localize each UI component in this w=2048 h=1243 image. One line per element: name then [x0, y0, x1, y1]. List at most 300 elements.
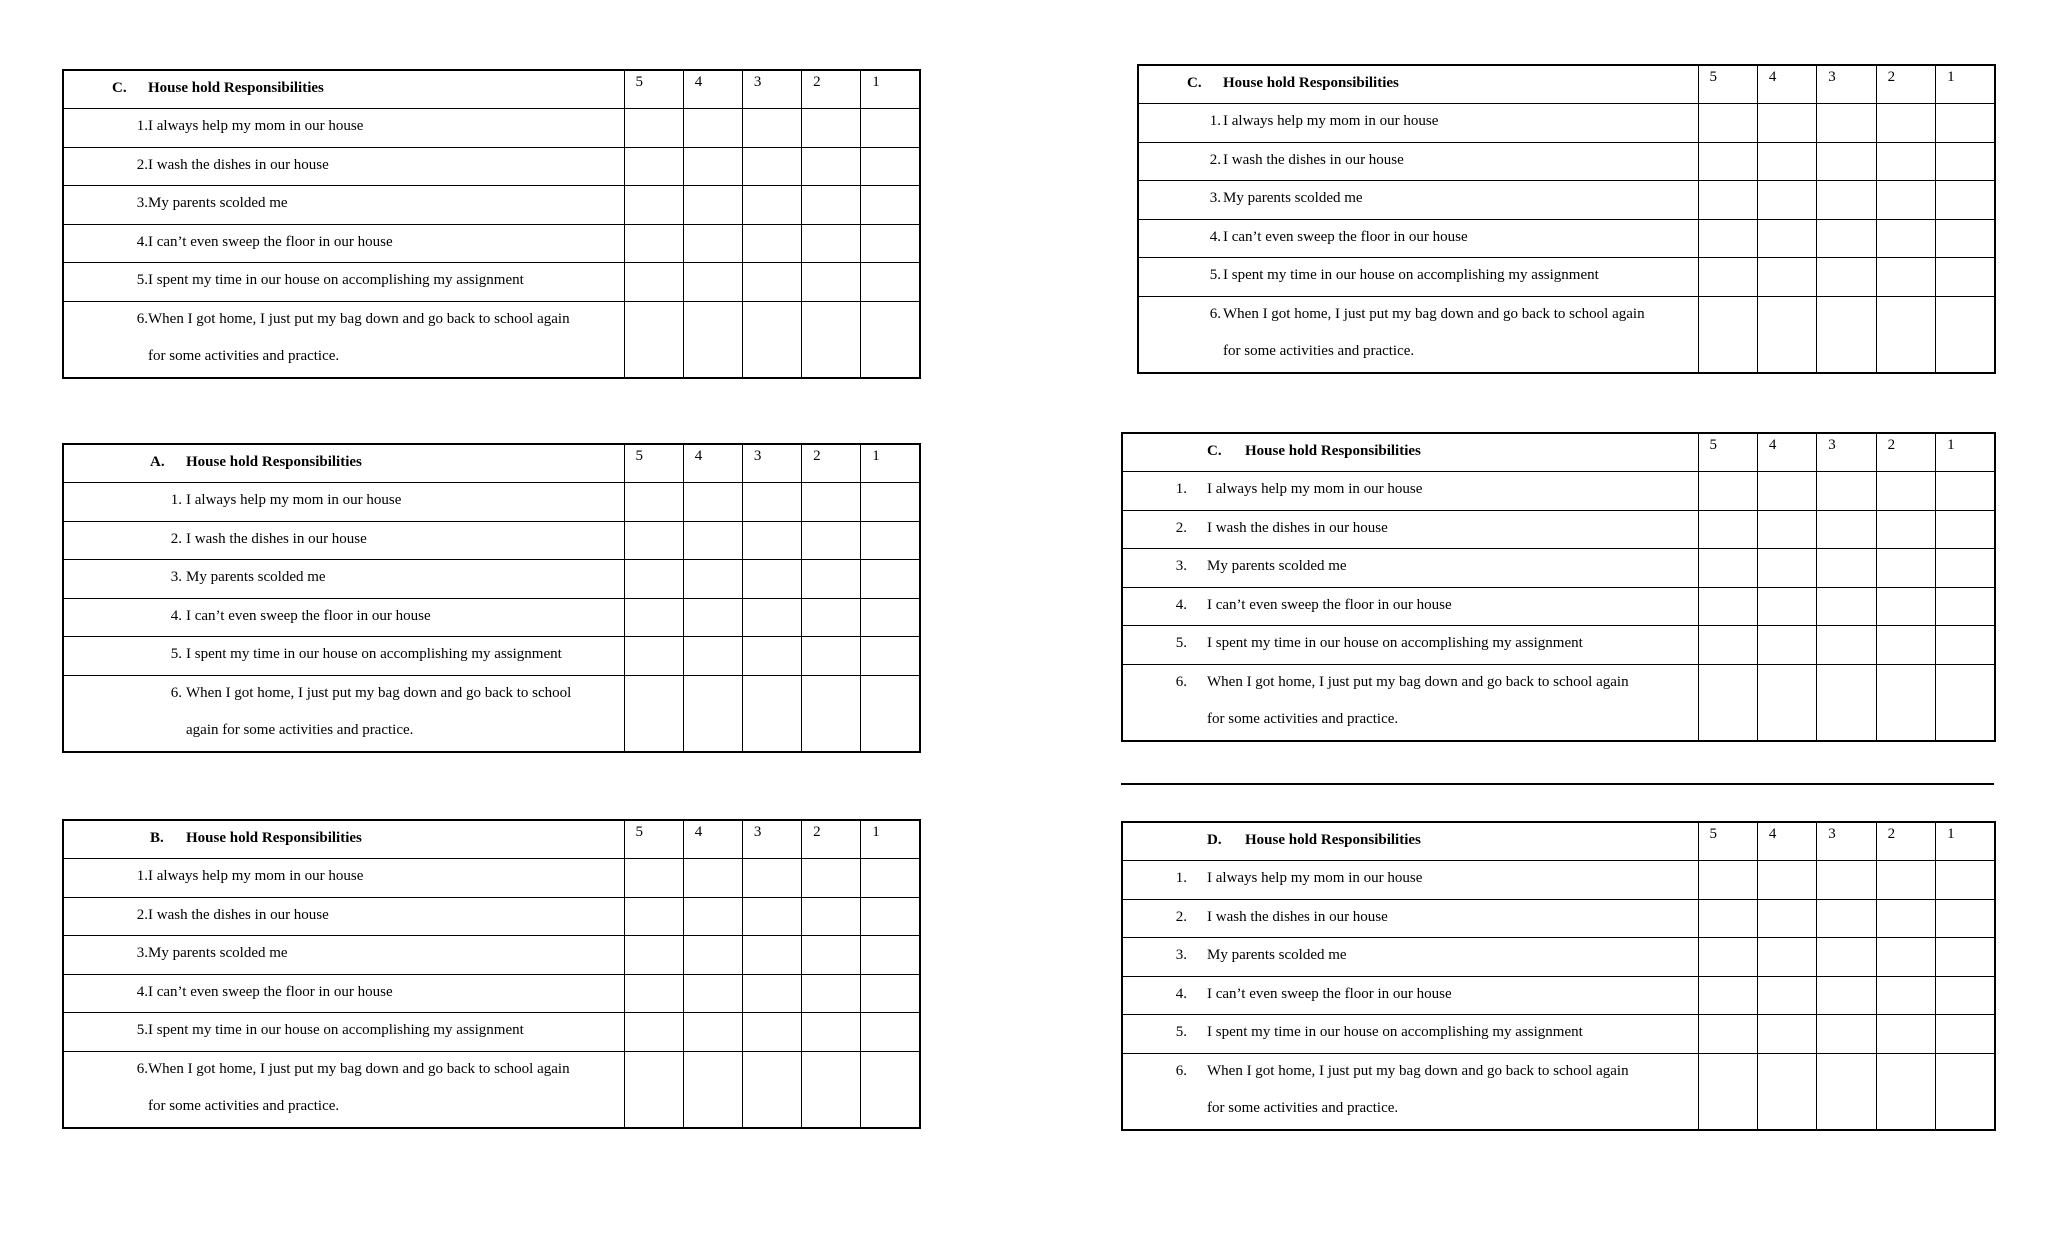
rating-box[interactable]	[1876, 104, 1935, 143]
rating-box[interactable]	[1757, 510, 1816, 549]
item-text	[186, 530, 618, 548]
item-number: 1.	[1175, 870, 1187, 886]
rating-box[interactable]	[802, 974, 861, 1013]
rating-box[interactable]	[683, 263, 742, 302]
item-text-line: I can’t even sweep the floor in our house	[148, 233, 393, 250]
item-text	[148, 983, 618, 1001]
rating-box[interactable]	[624, 637, 683, 676]
rating-box[interactable]	[1698, 626, 1757, 665]
rating-box[interactable]	[624, 1051, 683, 1128]
rating-box[interactable]	[683, 936, 742, 975]
rating-box[interactable]	[742, 521, 801, 560]
table-row	[63, 109, 920, 148]
item-number: 4.	[1209, 228, 1221, 245]
item-text	[148, 1060, 618, 1115]
rating-box[interactable]	[802, 675, 861, 752]
item-text-line: I wash the dishes in our house	[1223, 151, 1404, 168]
item-text-line: I always help my mom in our house	[186, 492, 402, 508]
item-text	[1207, 634, 1692, 652]
rating-box[interactable]	[861, 974, 920, 1013]
rating-box[interactable]	[861, 147, 920, 186]
rating-box[interactable]	[742, 598, 801, 637]
item-text	[186, 645, 618, 663]
rating-box[interactable]	[1876, 296, 1935, 373]
item-text-line: I can’t even sweep the floor in our house	[148, 983, 393, 1000]
rating-box[interactable]	[1757, 142, 1816, 181]
rating-box[interactable]	[1757, 104, 1816, 143]
rating-box[interactable]	[1876, 142, 1935, 181]
rating-box[interactable]	[624, 936, 683, 975]
rating-box[interactable]	[683, 675, 742, 752]
rating-box[interactable]	[1698, 142, 1757, 181]
table-row	[63, 560, 920, 599]
rating-box[interactable]	[861, 637, 920, 676]
table-row	[63, 147, 920, 186]
item-cell	[1138, 219, 1698, 258]
rating-box[interactable]	[742, 109, 801, 148]
rating-box[interactable]	[742, 974, 801, 1013]
rating-box[interactable]	[1936, 938, 1995, 977]
rating-table	[1121, 821, 1996, 1131]
item-number: 4.	[136, 233, 148, 250]
rating-box[interactable]	[1876, 258, 1935, 297]
rating-box[interactable]	[683, 109, 742, 148]
rating-box[interactable]	[861, 186, 920, 225]
rating-box[interactable]	[683, 974, 742, 1013]
item-cell	[63, 521, 624, 560]
rating-box[interactable]	[624, 521, 683, 560]
item-number: 2.	[136, 156, 148, 173]
rating-box[interactable]	[1876, 549, 1935, 588]
rating-box[interactable]	[742, 301, 801, 378]
rating-box[interactable]	[1817, 296, 1876, 373]
rating-box[interactable]	[1936, 899, 1995, 938]
table-row	[63, 263, 920, 302]
rating-box[interactable]	[1817, 1053, 1876, 1130]
rating-box[interactable]	[1698, 664, 1757, 741]
rating-box[interactable]	[742, 897, 801, 936]
rating-box[interactable]	[742, 675, 801, 752]
rating-box[interactable]	[861, 1051, 920, 1128]
rating-box[interactable]	[683, 598, 742, 637]
item-text-line: I wash the dishes in our house	[1207, 908, 1388, 925]
scale-label: 4	[1757, 65, 1816, 104]
rating-box[interactable]	[1936, 1053, 1995, 1130]
rating-box[interactable]	[624, 974, 683, 1013]
rating-box[interactable]	[1757, 938, 1816, 977]
table-row	[63, 936, 920, 975]
item-cell	[1138, 296, 1698, 373]
scale-label: 5	[624, 444, 683, 483]
rating-box[interactable]	[1757, 1015, 1816, 1054]
table-row	[1122, 549, 1995, 588]
table-row	[1138, 296, 1995, 373]
scale-label: 4	[1757, 822, 1816, 861]
rating-box[interactable]	[1757, 899, 1816, 938]
rating-box[interactable]	[1936, 861, 1995, 900]
scale-label: 4	[683, 70, 742, 109]
item-text-line: My parents scolded me	[1207, 558, 1347, 574]
rating-box[interactable]	[861, 483, 920, 522]
rating-box[interactable]	[1817, 861, 1876, 900]
rating-box[interactable]	[1936, 142, 1995, 181]
scale-label: 5	[1698, 65, 1757, 104]
rating-box[interactable]	[1876, 938, 1935, 977]
rating-box[interactable]	[742, 936, 801, 975]
rating-box[interactable]	[802, 859, 861, 898]
item-text-line: I wash the dishes in our house	[148, 906, 329, 923]
rating-box[interactable]	[683, 897, 742, 936]
rating-box[interactable]	[861, 675, 920, 752]
rating-box[interactable]	[1817, 181, 1876, 220]
rating-box[interactable]	[683, 637, 742, 676]
rating-box[interactable]	[1817, 549, 1876, 588]
rating-box[interactable]	[1757, 219, 1816, 258]
rating-box[interactable]	[1817, 938, 1876, 977]
item-text	[148, 1021, 618, 1039]
rating-box[interactable]	[1757, 664, 1816, 741]
rating-box[interactable]	[624, 263, 683, 302]
rating-box[interactable]	[624, 224, 683, 263]
rating-box[interactable]	[624, 1013, 683, 1052]
rating-box[interactable]	[742, 483, 801, 522]
rating-box[interactable]	[1757, 587, 1816, 626]
item-text	[1223, 305, 1692, 360]
rating-box[interactable]	[742, 637, 801, 676]
item-text	[1223, 151, 1692, 169]
rating-box[interactable]	[1876, 510, 1935, 549]
item-text-line: When I got home, I just put my bag down and go back to school again	[1207, 673, 1629, 690]
rating-box[interactable]	[742, 224, 801, 263]
rating-box[interactable]	[861, 224, 920, 263]
rating-box[interactable]	[683, 521, 742, 560]
rating-box[interactable]	[624, 675, 683, 752]
rating-box[interactable]	[802, 521, 861, 560]
item-text	[148, 867, 618, 885]
item-cell	[63, 936, 624, 975]
rating-box[interactable]	[1876, 626, 1935, 665]
table-row	[63, 859, 920, 898]
rating-box[interactable]	[683, 483, 742, 522]
rating-box[interactable]	[1757, 861, 1816, 900]
table-row	[1122, 861, 1995, 900]
item-text-line: I spent my time in our house on accomplishing my assignment	[186, 646, 562, 662]
rating-box[interactable]	[683, 301, 742, 378]
rating-box[interactable]	[861, 521, 920, 560]
item-number: 1.	[170, 492, 182, 508]
rating-box[interactable]	[1698, 976, 1757, 1015]
item-cell	[63, 560, 624, 599]
rating-box[interactable]	[1817, 219, 1876, 258]
rating-box[interactable]	[1698, 104, 1757, 143]
rating-box[interactable]	[1936, 258, 1995, 297]
rating-box[interactable]	[1817, 1015, 1876, 1054]
rating-box[interactable]	[861, 859, 920, 898]
rating-box[interactable]	[802, 936, 861, 975]
table-header-row	[1122, 433, 1995, 472]
rating-box[interactable]	[1698, 549, 1757, 588]
section-header-cell	[1122, 822, 1698, 861]
section-title: House hold Responsibilities	[1245, 832, 1421, 848]
rating-table	[1121, 432, 1996, 742]
item-cell	[63, 186, 624, 225]
rating-box[interactable]	[861, 1013, 920, 1052]
rating-box[interactable]	[1698, 219, 1757, 258]
item-number: 6.	[136, 1060, 148, 1077]
rating-box[interactable]	[1698, 296, 1757, 373]
scale-label: 1	[1936, 65, 1995, 104]
rating-box[interactable]	[802, 598, 861, 637]
rating-box[interactable]	[861, 263, 920, 302]
rating-box[interactable]	[624, 301, 683, 378]
item-number: 2.	[136, 906, 148, 923]
item-text-line: I spent my time in our house on accomplishing my assignment	[1223, 267, 1599, 283]
rating-box[interactable]	[1698, 861, 1757, 900]
item-text-line: I can’t even sweep the floor in our house	[186, 607, 431, 624]
table-header-row	[63, 820, 920, 859]
rating-box[interactable]	[1757, 296, 1816, 373]
scale-label: 2	[1876, 433, 1935, 472]
rating-box[interactable]	[624, 560, 683, 599]
rating-box[interactable]	[742, 859, 801, 898]
item-text	[1207, 908, 1692, 926]
rating-box[interactable]	[802, 1051, 861, 1128]
rating-box[interactable]	[1817, 472, 1876, 511]
rating-table	[62, 443, 921, 753]
item-number: 3.	[136, 195, 148, 211]
table-row	[1138, 104, 1995, 143]
rating-box[interactable]	[1817, 142, 1876, 181]
rating-box[interactable]	[683, 224, 742, 263]
rating-box[interactable]	[1876, 861, 1935, 900]
item-number: 4.	[170, 607, 182, 624]
item-number: 4.	[136, 983, 148, 1000]
scale-label: 2	[802, 444, 861, 483]
rating-box[interactable]	[1757, 1053, 1816, 1130]
item-text	[1207, 869, 1692, 887]
rating-box[interactable]	[1757, 472, 1816, 511]
rating-box[interactable]	[624, 109, 683, 148]
section-header-cell	[63, 444, 624, 483]
rating-box[interactable]	[1698, 258, 1757, 297]
table-row	[1138, 142, 1995, 181]
item-number: 3.	[170, 569, 182, 585]
rating-box[interactable]	[1876, 219, 1935, 258]
rating-box[interactable]	[802, 301, 861, 378]
rating-box[interactable]	[861, 897, 920, 936]
item-text-continuation: for some activities and practice.	[148, 347, 340, 364]
scale-label: 2	[802, 70, 861, 109]
rating-table	[1137, 64, 1996, 374]
section-title: House hold Responsibilities	[1245, 443, 1421, 459]
rating-box[interactable]	[1698, 938, 1757, 977]
rating-box[interactable]	[624, 147, 683, 186]
rating-box[interactable]	[1698, 472, 1757, 511]
rating-box[interactable]	[861, 109, 920, 148]
table-row	[63, 186, 920, 225]
item-text	[1207, 946, 1692, 964]
rating-box[interactable]	[683, 1013, 742, 1052]
rating-box[interactable]	[802, 637, 861, 676]
rating-box[interactable]	[1817, 664, 1876, 741]
rating-box[interactable]	[802, 560, 861, 599]
table-header-row	[63, 444, 920, 483]
rating-box[interactable]	[624, 897, 683, 936]
scale-label: 5	[1698, 822, 1757, 861]
rating-box[interactable]	[1757, 976, 1816, 1015]
rating-box[interactable]	[683, 186, 742, 225]
rating-box[interactable]	[1876, 181, 1935, 220]
rating-box[interactable]	[861, 301, 920, 378]
rating-box[interactable]	[861, 598, 920, 637]
rating-box[interactable]	[624, 186, 683, 225]
rating-box[interactable]	[802, 109, 861, 148]
table-row	[1122, 976, 1995, 1015]
rating-box[interactable]	[1757, 626, 1816, 665]
item-text	[186, 491, 618, 509]
rating-box[interactable]	[1936, 976, 1995, 1015]
rating-box[interactable]	[1698, 510, 1757, 549]
rating-box[interactable]	[1936, 181, 1995, 220]
rating-box[interactable]	[742, 263, 801, 302]
item-text-line: I wash the dishes in our house	[1207, 519, 1388, 536]
rating-box[interactable]	[1936, 472, 1995, 511]
item-number: 6.	[1209, 305, 1221, 322]
rating-box[interactable]	[1817, 587, 1876, 626]
rating-box[interactable]	[1936, 626, 1995, 665]
item-text-line: When I got home, I just put my bag down and go back to school	[186, 684, 572, 701]
item-text-line: I always help my mom in our house	[1223, 113, 1439, 129]
item-text-continuation: for some activities and practice.	[1207, 710, 1399, 727]
rating-box[interactable]	[624, 859, 683, 898]
scale-label: 1	[861, 820, 920, 859]
scale-label: 5	[624, 70, 683, 109]
rating-box[interactable]	[1876, 1053, 1935, 1130]
rating-box[interactable]	[802, 186, 861, 225]
section-letter: A.	[150, 454, 165, 470]
table-header-row	[1138, 65, 1995, 104]
rating-box[interactable]	[1876, 472, 1935, 511]
item-text	[148, 271, 618, 289]
rating-box[interactable]	[1757, 181, 1816, 220]
rating-box[interactable]	[1876, 1015, 1935, 1054]
rating-box[interactable]	[1936, 549, 1995, 588]
section-title: House hold Responsibilities	[186, 454, 362, 470]
item-cell	[1122, 1053, 1698, 1130]
rating-box[interactable]	[1698, 899, 1757, 938]
rating-table	[62, 819, 921, 1129]
section-header-cell	[63, 820, 624, 859]
rating-box[interactable]	[742, 147, 801, 186]
rating-box[interactable]	[802, 483, 861, 522]
rating-box[interactable]	[1817, 976, 1876, 1015]
item-cell	[1122, 976, 1698, 1015]
rating-box[interactable]	[1936, 587, 1995, 626]
item-text	[148, 194, 618, 212]
rating-box[interactable]	[802, 897, 861, 936]
item-text-line: I spent my time in our house on accomplishing my assignment	[1207, 1024, 1583, 1040]
rating-box[interactable]	[1876, 587, 1935, 626]
item-text	[1207, 480, 1692, 498]
item-cell	[1122, 938, 1698, 977]
item-cell	[1122, 861, 1698, 900]
rating-box[interactable]	[1698, 181, 1757, 220]
rating-box[interactable]	[1936, 219, 1995, 258]
rating-box[interactable]	[1817, 510, 1876, 549]
table-row	[1138, 219, 1995, 258]
rating-box[interactable]	[683, 859, 742, 898]
item-text	[1223, 189, 1692, 207]
rating-box[interactable]	[742, 1013, 801, 1052]
item-text	[1207, 673, 1692, 728]
rating-box[interactable]	[1936, 1015, 1995, 1054]
rating-box[interactable]	[683, 1051, 742, 1128]
rating-box[interactable]	[1817, 104, 1876, 143]
item-text	[186, 607, 618, 625]
rating-box[interactable]	[802, 263, 861, 302]
rating-box[interactable]	[1936, 510, 1995, 549]
item-number: 1.	[1175, 481, 1187, 497]
rating-box[interactable]	[1698, 1015, 1757, 1054]
table-row	[1122, 1053, 1995, 1130]
rating-box[interactable]	[1876, 664, 1935, 741]
rating-table	[62, 69, 921, 379]
rating-box[interactable]	[742, 1051, 801, 1128]
rating-box[interactable]	[802, 147, 861, 186]
rating-box[interactable]	[1698, 1053, 1757, 1130]
rating-box[interactable]	[802, 1013, 861, 1052]
item-text	[148, 310, 618, 365]
item-text	[1207, 557, 1692, 575]
rating-box[interactable]	[861, 936, 920, 975]
rating-box[interactable]	[624, 598, 683, 637]
item-text-line: I spent my time in our house on accomplishing my assignment	[148, 1022, 524, 1038]
rating-box[interactable]	[1936, 104, 1995, 143]
item-text-line: My parents scolded me	[1207, 947, 1347, 963]
rating-box[interactable]	[802, 224, 861, 263]
item-number: 3.	[136, 945, 148, 961]
rating-box[interactable]	[742, 560, 801, 599]
rating-box[interactable]	[1817, 258, 1876, 297]
rating-box[interactable]	[683, 560, 742, 599]
rating-box[interactable]	[1936, 664, 1995, 741]
item-text-line: When I got home, I just put my bag down and go back to school again	[148, 1060, 570, 1077]
item-number: 6.	[1175, 1062, 1187, 1079]
rating-box[interactable]	[861, 560, 920, 599]
table-row	[63, 521, 920, 560]
rating-box[interactable]	[1817, 899, 1876, 938]
item-number: 4.	[1175, 985, 1187, 1002]
rating-box[interactable]	[1876, 899, 1935, 938]
rating-box[interactable]	[624, 483, 683, 522]
rating-box[interactable]	[1698, 587, 1757, 626]
item-cell	[1122, 899, 1698, 938]
rating-box[interactable]	[1757, 258, 1816, 297]
rating-box[interactable]	[1817, 626, 1876, 665]
rating-box[interactable]	[1936, 296, 1995, 373]
rating-box[interactable]	[1757, 549, 1816, 588]
section-header-cell	[63, 70, 624, 109]
item-number: 1.	[136, 868, 148, 884]
rating-box[interactable]	[742, 186, 801, 225]
scale-label: 4	[1757, 433, 1816, 472]
rating-box[interactable]	[1876, 976, 1935, 1015]
section-letter: C.	[112, 80, 127, 96]
rating-box[interactable]	[683, 147, 742, 186]
scale-label: 1	[861, 70, 920, 109]
item-text-line: My parents scolded me	[186, 569, 326, 585]
item-number: 2.	[1175, 908, 1187, 925]
